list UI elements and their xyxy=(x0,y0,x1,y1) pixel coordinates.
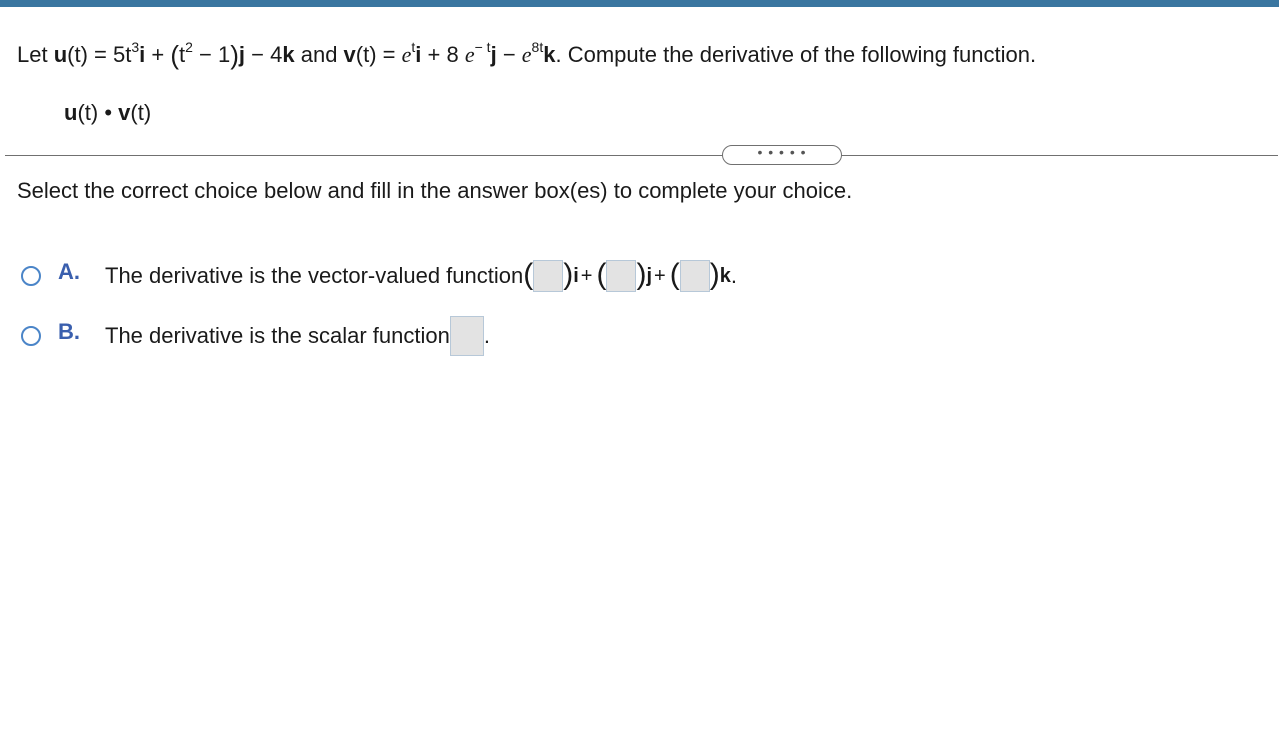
answer-box-scalar[interactable] xyxy=(450,316,484,356)
choice-b[interactable]: B. The derivative is the scalar function . xyxy=(21,320,490,352)
expand-button[interactable]: • • • • • xyxy=(722,145,842,165)
choice-a-radio[interactable] xyxy=(21,266,41,286)
answer-box-i[interactable] xyxy=(533,260,563,292)
function-expression: u(t) • v(t) xyxy=(64,100,152,125)
answer-box-j[interactable] xyxy=(606,260,636,292)
choice-b-text: The derivative is the scalar function xyxy=(105,323,450,348)
choice-b-letter: B. xyxy=(58,319,80,344)
choice-a-text: The derivative is the vector-valued function xyxy=(105,263,524,288)
instruction-text: Select the correct choice below and fill in the answer box(es) to complete your choice. xyxy=(17,178,853,203)
answer-box-k[interactable] xyxy=(680,260,710,292)
choice-a-letter: A. xyxy=(58,259,80,284)
choice-b-radio[interactable] xyxy=(21,326,41,346)
question-text: Let $u(t) = 5t^3i + (t^2 - 1)j - 4k$ and $v(t) = e^ti + 8$ $e^{- t}j - e^{8t}k$. Compute the derivative of the following function. xyxy=(17,39,1037,70)
top-banner xyxy=(0,0,1279,7)
section-divider xyxy=(5,155,1278,156)
choice-a[interactable]: A. The derivative is the vector-valued function ( ) i + ( ) j + ( ) k . xyxy=(21,260,737,292)
